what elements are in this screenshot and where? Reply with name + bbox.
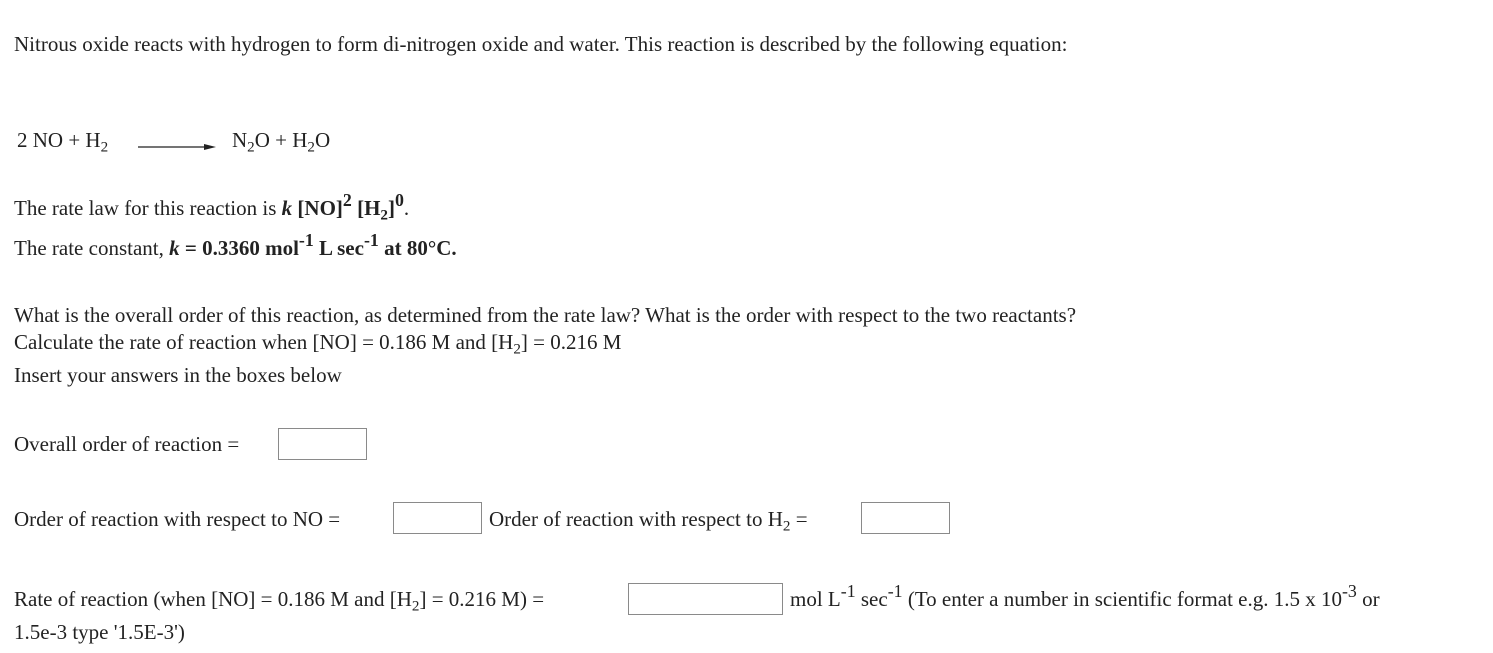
rate-label-prefix: Rate of reaction (when [NO] = 0.186 M and [H	[14, 587, 412, 611]
rate-law-line	[14, 190, 410, 224]
product-n-text: N	[232, 128, 248, 152]
rate-law-h2-exponent: 0	[394, 190, 404, 211]
rate-constant-sec-exponent: -1	[363, 230, 379, 251]
order-h2-label-suffix: =	[790, 507, 808, 531]
order-h2-label-prefix: Order of reaction with respect to H	[489, 507, 783, 531]
product-n-subscript: 2	[247, 139, 255, 156]
instruction-text: Insert your answers in the boxes below	[14, 363, 342, 387]
overall-order-label: Overall order of reaction =	[14, 432, 240, 456]
rate-unit-mol-l: mol L	[790, 587, 841, 611]
rate-constant-mol-exponent: -1	[298, 230, 314, 251]
reaction-arrow-icon	[138, 142, 216, 152]
rate-label-subscript: 2	[411, 598, 420, 615]
rate-law-no: [NO]	[292, 196, 343, 220]
question-rate-suffix: ] = 0.216 M	[520, 330, 622, 354]
rate-constant-line	[14, 230, 457, 261]
order-h2-label	[489, 507, 808, 535]
rate-label-suffix: ] = 0.216 M) =	[419, 587, 545, 611]
rate-law-h2-subscript: 2	[380, 207, 388, 224]
product-h-subscript: 2	[307, 139, 315, 156]
rate-unit-sec-exponent: -1	[887, 581, 903, 602]
question-rate	[14, 330, 622, 358]
rate-law-h2-open: [H	[351, 196, 381, 220]
question-rate-prefix: Calculate the rate of reaction when [NO] = 0.186 M and [H	[14, 330, 514, 354]
product-o-text: O	[314, 128, 331, 152]
rate-units-hint	[790, 581, 1380, 612]
rate-unit-l-exponent: -1	[840, 581, 856, 602]
rate-input[interactable]	[628, 583, 783, 615]
rate-label	[14, 587, 545, 615]
intro-text: Nitrous oxide reacts with hydrogen to form di-nitrogen oxide and water. This reaction is described by the following equation:	[14, 32, 1068, 56]
order-no-input[interactable]	[393, 502, 482, 534]
rate-unit-sec: sec	[855, 587, 888, 611]
question-rate-subscript: 2	[513, 341, 521, 358]
order-no-label: Order of reaction with respect to NO =	[14, 507, 341, 531]
rate-law-prefix: The rate law for this reaction is	[14, 196, 282, 220]
rate-hint-prefix: (To enter a number in scientific format e.g. 1.5 x 10	[902, 587, 1342, 611]
rate-law-suffix: .	[403, 196, 410, 220]
rate-law-no-exponent: 2	[342, 190, 352, 211]
order-h2-label-subscript: 2	[782, 518, 791, 535]
rate-constant-l-sec: L sec	[313, 236, 364, 260]
product-oh-text: O + H	[254, 128, 308, 152]
rate-law-h2-close: ]	[387, 196, 395, 220]
order-h2-input[interactable]	[861, 502, 950, 534]
equation-reactants	[17, 128, 109, 156]
rate-hint-line-2: 1.5e-3 type '1.5E-3')	[14, 620, 185, 644]
equation-products	[232, 128, 331, 156]
rate-constant-k: k	[169, 236, 180, 260]
rate-constant-prefix: The rate constant,	[14, 236, 170, 260]
overall-order-input[interactable]	[278, 428, 367, 460]
rate-constant-temperature: at 80°C.	[378, 236, 457, 260]
reactants-text: 2 NO + H	[17, 128, 101, 152]
rate-law-k: k	[281, 196, 293, 220]
rate-constant-value: = 0.3360 mol	[179, 236, 299, 260]
rate-hint-suffix: or	[1356, 587, 1380, 611]
question-order: What is the overall order of this reaction, as determined from the rate law? What is the order with respect to the two reactants?	[14, 303, 1077, 327]
rate-hint-exponent: -3	[1341, 581, 1357, 602]
reactants-subscript: 2	[100, 139, 109, 156]
